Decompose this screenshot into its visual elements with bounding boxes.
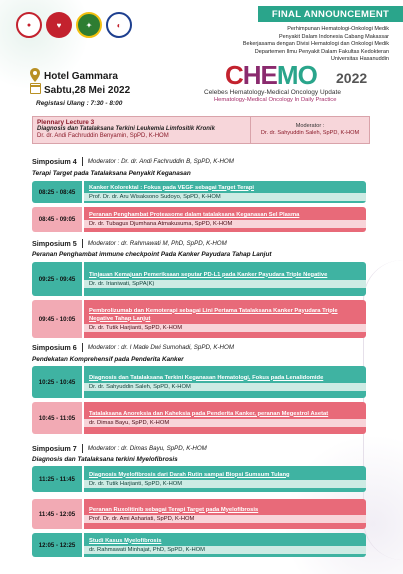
papdi-logo: ♥ xyxy=(46,12,72,38)
session-title: Kanker Kolorektal : Fokus pada VEGF sebagai Target Terapi xyxy=(89,184,255,191)
symposium-topic: Pendekatan Komprehensif pada Penderita Kanker xyxy=(32,356,184,363)
plenary-label: Plennary Lecture 3 xyxy=(37,119,95,126)
session-speaker: Dr. dr. Tutik Harjianti, SpPD, K-HOM xyxy=(84,480,366,488)
plenary-title: Diagnosis dan Tatalaksana Terkini Leukemia Limfositik Kronik xyxy=(37,126,215,133)
venue-info xyxy=(44,70,130,98)
event-tagline: Hematology-Medical Oncology In Daily Practice xyxy=(214,97,337,103)
location-pin-icon xyxy=(30,68,40,82)
symposium-name: Simposium 5 xyxy=(32,239,77,248)
chemo-logo-c: C xyxy=(225,60,243,90)
session-content xyxy=(84,366,366,398)
session-title: Diagnosis dan Tatalaksana Terkini Keganasan Hematologi, Fokus pada Lenalidomide xyxy=(89,374,324,381)
session-speaker: dr. Rahmawati Minhajat, PhD, SpPD, K-HOM xyxy=(84,546,366,554)
symposium-moderator: Moderator : dr. Dimas Bayu, SpPD, K-HOM xyxy=(87,445,207,452)
chemo-logo-he: HE xyxy=(242,60,277,90)
divider xyxy=(82,444,83,453)
session-title: Studi Kasus Myelofibrosis xyxy=(89,537,162,544)
session-time: 09:25 - 09:45 xyxy=(32,262,82,296)
session-content xyxy=(84,181,366,203)
session-speaker: Prof. Dr. dr. Ami Ashariati, SpPD, K-HOM xyxy=(84,515,366,523)
session-time: 08:45 - 09:05 xyxy=(32,207,82,232)
registration-time: Registasi Ulang : 7:30 - 8:00 xyxy=(36,100,123,107)
session-content xyxy=(84,499,366,529)
session-speaker: Dr. dr. Tubagus Djumhana Atmakusuma, SpPD, K-HOM xyxy=(84,220,366,228)
session-row xyxy=(32,499,366,529)
session-title: Diagnosis Myelofibrosis dari Darah Rutin sampai Biopsi Sumsum Tulang xyxy=(89,471,290,478)
session-time: 10:45 - 11:05 xyxy=(32,402,82,434)
calendar-icon xyxy=(30,83,41,94)
venue-name: Hotel Gammara xyxy=(44,71,118,82)
session-row xyxy=(32,181,366,203)
symposium-heading xyxy=(32,157,234,166)
session-title: Tinjauan Kemajuan Pemeriksaan seputar PD-L1 pada Kanker Payudara Triple Negative xyxy=(89,271,328,278)
session-row xyxy=(32,366,366,398)
divider xyxy=(82,343,83,352)
session-title: Pembrolizumab dan Kemoterapi sebagai Lini Pertama Tatalaksana Kanker Payudara Triple Negative Tahap Lanjut xyxy=(89,307,338,322)
session-speaker: Dr. dr. Sahyuddin Saleh, SpPD, K-HOM xyxy=(84,383,366,391)
plenary-moderator-label: Moderator : xyxy=(295,123,325,129)
divider xyxy=(82,239,83,248)
symposium-topic: Diagnosis dan Tatalaksana terkini Myelofibrosis xyxy=(32,456,178,463)
session-title: Tatalaksana Anoreksia dan Kaheksia pada Penderita Kanker, peranan Megestrol Asetat xyxy=(89,410,329,417)
session-speaker: Prof. Dr. dr. Aru Wisaksono Sudoyo, SpPD, K-HOM xyxy=(84,193,366,201)
symposium-name: Simposium 4 xyxy=(32,157,77,166)
session-title: Peranan Penghambat Proteasome dalam tatalaksana Keganasan Sel Plasma xyxy=(89,212,300,218)
chemo-logo-mo: MO xyxy=(276,60,317,90)
chemo-logo xyxy=(225,60,317,91)
plenary-lecture-box xyxy=(32,116,370,144)
session-content xyxy=(84,533,366,557)
symposium-topic: Terapi Target pada Tatalaksana Penyakit Keganasan xyxy=(32,170,191,177)
session-content xyxy=(84,262,366,296)
session-row xyxy=(32,262,366,296)
final-announcement-banner: FINAL ANNOUNCEMENT xyxy=(258,6,403,22)
symposium-topic: Peranan Penghambat immune checkpoint Pada Kanker Payudara Tahap Lanjut xyxy=(32,251,272,258)
event-subtitle: Celebes Hematology-Medical Oncology Update xyxy=(204,89,341,96)
session-row xyxy=(32,533,366,557)
chemo-year: 2022 xyxy=(336,70,368,86)
session-speaker: Dr. dr. Tutik Harjianti, SpPD, K-HOM xyxy=(84,324,366,332)
session-row xyxy=(32,207,366,232)
organizer-line: Bekerjasama dengan Divisi Hematologi dan Onkologi Medik xyxy=(242,41,389,47)
session-time: 12:05 - 12:25 xyxy=(32,533,82,557)
session-content xyxy=(84,207,366,232)
session-time: 10:25 - 10:45 xyxy=(32,366,82,398)
organizer-line: Perhimpunan Hematologi-Onkologi Medik xyxy=(287,26,389,32)
symposium-moderator: Moderator : dr. Rahmawati M, PhD, SpPD, K-HOM xyxy=(87,240,227,247)
organizer-line: Departemen Ilmu Penyakit Dalam Fakultas Kedokteran xyxy=(254,48,389,55)
symposium-moderator: Moderator : dr. I Made Dwi Sumohadi, SpPD, K-HOM xyxy=(87,344,234,351)
session-time: 08:25 - 08:45 xyxy=(32,181,82,203)
background-decoration xyxy=(363,260,403,560)
session-time: 11:45 - 12:05 xyxy=(32,499,82,529)
organizer-text xyxy=(189,26,389,64)
session-row xyxy=(32,300,366,338)
session-row xyxy=(32,402,366,434)
event-date: Sabtu,28 Mei 2022 xyxy=(44,85,131,96)
plenary-moderator xyxy=(251,117,369,143)
logo-group xyxy=(16,12,132,38)
plenary-details xyxy=(33,117,251,143)
symposium-heading xyxy=(32,239,227,248)
plenary-moderator-name: Dr. dr. Sahyuddin Saleh, SpPD, K-HOM xyxy=(260,130,360,136)
plenary-speaker: Dr. dr. Andi Fachruddin Benyamin, SpPD, K-HOM xyxy=(37,133,169,140)
symposium-moderator: Moderator : Dr. dr. Andi Fachruddin B, SpPD, K-HOM xyxy=(87,158,234,165)
symposium-heading xyxy=(32,444,207,453)
divider xyxy=(82,157,83,166)
hom-logo: ◐ xyxy=(106,12,132,38)
symposium-name: Simposium 6 xyxy=(32,343,77,352)
session-title: Peranan Ruxolitinib sebagai Terapi Target pada Myelofibrosis xyxy=(89,506,259,513)
session-speaker: Dr. dr. Irianiwati, SpPA(K) xyxy=(84,280,366,288)
session-time: 09:45 - 10:05 xyxy=(32,300,82,338)
session-content xyxy=(84,300,366,338)
session-content xyxy=(84,402,366,434)
phtdi-logo: ● xyxy=(16,12,42,38)
session-row xyxy=(32,466,366,492)
session-time: 11:25 - 11:45 xyxy=(32,466,82,492)
session-content xyxy=(84,466,366,492)
session-speaker: dr. Dimas Bayu, SpPD, K-HOM xyxy=(84,419,366,427)
unhas-logo: ✦ xyxy=(76,12,102,38)
organizer-line: Penyakit Dalam Indonesia Cabang Makassar xyxy=(278,33,389,40)
organizer-line: Universitas Hasanuddin xyxy=(330,56,389,62)
symposium-heading xyxy=(32,343,234,352)
symposium-name: Simposium 7 xyxy=(32,444,77,453)
